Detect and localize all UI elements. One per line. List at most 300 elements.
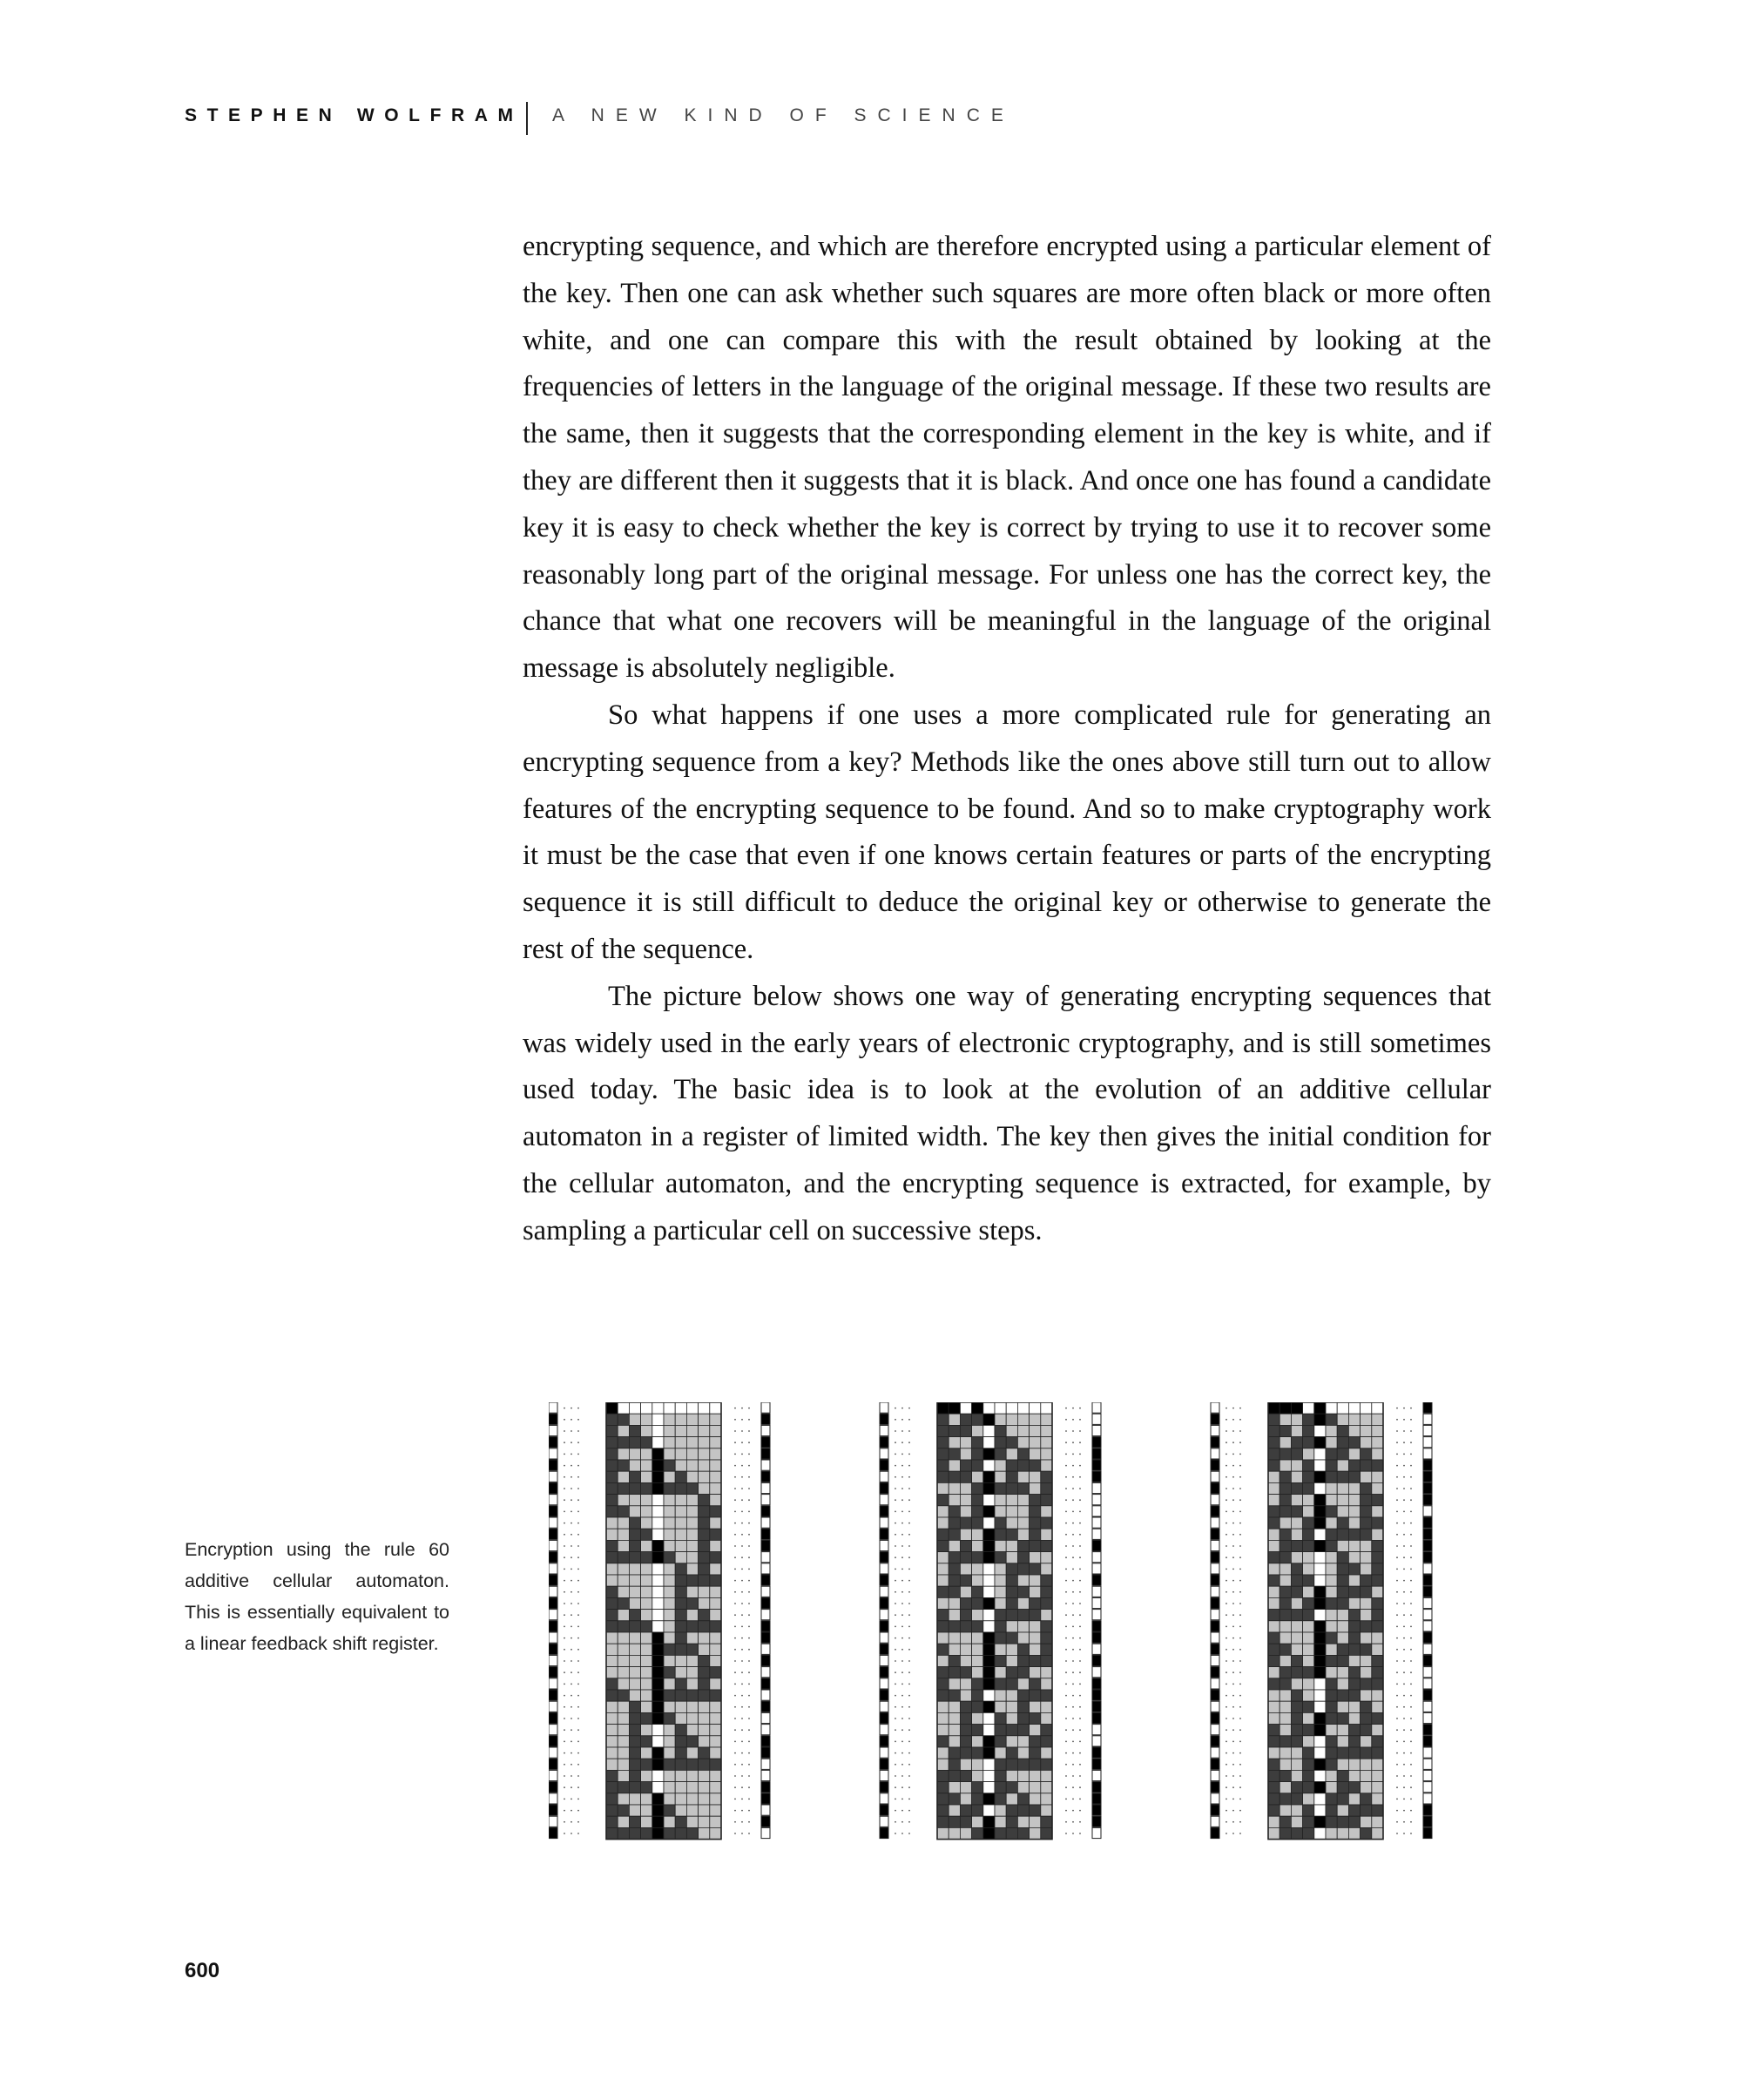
message-bit — [1211, 1690, 1219, 1700]
separator-dot — [1239, 1499, 1241, 1501]
separator-dot — [908, 1684, 910, 1685]
message-bit — [880, 1517, 888, 1528]
separator-dot — [1396, 1556, 1398, 1558]
separator-dot — [571, 1523, 572, 1524]
message-bit — [549, 1655, 557, 1665]
ca-cell — [972, 1725, 983, 1736]
encrypted-bit — [1423, 1690, 1432, 1700]
ca-cell — [983, 1701, 995, 1712]
encrypted-bit — [1423, 1460, 1432, 1470]
separator-dot — [577, 1764, 579, 1766]
ca-cell — [1006, 1770, 1017, 1781]
ca-cell — [1279, 1482, 1291, 1494]
separator-dot — [1403, 1764, 1405, 1766]
ca-cell — [1268, 1563, 1279, 1575]
ca-cell — [1030, 1759, 1041, 1770]
ca-cell — [664, 1736, 675, 1747]
separator-dot — [571, 1569, 572, 1570]
separator-dot — [1403, 1454, 1405, 1455]
separator-dot — [908, 1671, 910, 1673]
ca-cell — [606, 1827, 618, 1839]
ca-cell — [1314, 1402, 1326, 1414]
separator-dot — [901, 1465, 903, 1467]
separator-dot — [1403, 1511, 1405, 1513]
ca-cell — [1314, 1644, 1326, 1655]
ca-cell — [686, 1552, 698, 1563]
ca-cell — [710, 1495, 721, 1506]
separator-dot — [577, 1569, 579, 1570]
ca-cell — [641, 1495, 652, 1506]
message-bit — [549, 1414, 557, 1424]
ca-cell — [664, 1632, 675, 1644]
separator-dot — [564, 1556, 565, 1558]
separator-dot — [1410, 1430, 1412, 1432]
ca-cell — [629, 1495, 640, 1506]
ca-cell — [1326, 1448, 1337, 1460]
ca-cell — [995, 1667, 1006, 1678]
ca-cell — [1361, 1586, 1372, 1597]
encrypted-bit — [1423, 1495, 1432, 1505]
separator-dot — [748, 1649, 750, 1651]
ca-cell — [629, 1725, 640, 1736]
ca-cell — [983, 1816, 995, 1827]
ca-cell — [1326, 1540, 1337, 1551]
ca-cell — [972, 1644, 983, 1655]
ca-cell — [949, 1667, 960, 1678]
message-bit — [880, 1448, 888, 1459]
ca-cell — [629, 1678, 640, 1690]
separator-dot — [1239, 1764, 1241, 1766]
ca-cell — [1337, 1725, 1348, 1736]
ca-cell — [1337, 1816, 1348, 1827]
ca-cell — [1291, 1460, 1302, 1471]
separator-dot — [1396, 1511, 1398, 1513]
ca-cell — [1314, 1506, 1326, 1517]
separator-dot — [901, 1810, 903, 1812]
separator-dot — [741, 1419, 743, 1421]
separator-dot — [1410, 1752, 1412, 1754]
ca-cell — [1041, 1747, 1052, 1759]
separator-dot — [895, 1671, 896, 1673]
ca-cell — [618, 1736, 629, 1747]
ca-cell — [1291, 1770, 1302, 1781]
ca-cell — [1291, 1448, 1302, 1460]
ca-cell — [1041, 1529, 1052, 1540]
separator-dot — [1079, 1556, 1081, 1558]
separator-dot — [1079, 1637, 1081, 1639]
ca-cell — [686, 1747, 698, 1759]
separator-dot — [1239, 1545, 1241, 1547]
ca-cell — [1017, 1575, 1029, 1586]
separator-dot — [1072, 1419, 1074, 1421]
ca-cell — [1041, 1425, 1052, 1436]
ca-cell — [995, 1655, 1006, 1666]
separator-dot — [577, 1580, 579, 1582]
separator-dot — [1410, 1523, 1412, 1524]
ca-cell — [937, 1701, 949, 1712]
separator-dot — [1403, 1488, 1405, 1489]
ca-cell — [1348, 1414, 1360, 1425]
ca-cell — [629, 1448, 640, 1460]
encrypted-bit — [761, 1678, 770, 1689]
ca-cell — [652, 1747, 664, 1759]
separator-dot — [564, 1545, 565, 1547]
separator-dot — [901, 1752, 903, 1754]
separator-dot — [1065, 1729, 1067, 1731]
ca-cell — [937, 1827, 949, 1839]
message-bit — [880, 1414, 888, 1424]
ca-cell — [1361, 1701, 1372, 1712]
separator-dot — [895, 1488, 896, 1489]
message-bit — [880, 1736, 888, 1746]
separator-dot — [564, 1476, 565, 1478]
separator-dot — [571, 1603, 572, 1604]
separator-dot — [908, 1442, 910, 1443]
encrypted-bit — [1092, 1586, 1101, 1597]
ca-cell — [1361, 1610, 1372, 1621]
ca-cell — [1279, 1448, 1291, 1460]
ca-cell — [641, 1529, 652, 1540]
separator-dot — [895, 1476, 896, 1478]
separator-dot — [895, 1569, 896, 1570]
ca-cell — [606, 1506, 618, 1517]
ca-cell — [1030, 1482, 1041, 1494]
separator-dot — [901, 1649, 903, 1651]
message-bit — [1211, 1759, 1219, 1769]
ca-cell — [995, 1747, 1006, 1759]
ca-cell — [641, 1552, 652, 1563]
message-bit — [1211, 1782, 1219, 1793]
ca-cell — [937, 1529, 949, 1540]
separator-dot — [1239, 1695, 1241, 1697]
ca-cell — [1303, 1759, 1314, 1770]
message-bit — [1211, 1725, 1219, 1735]
separator-dot — [1225, 1821, 1227, 1823]
ca-cell — [641, 1437, 652, 1448]
separator-dot — [908, 1556, 910, 1558]
separator-dot — [1072, 1637, 1074, 1639]
separator-dot — [1065, 1545, 1067, 1547]
ca-cell — [652, 1540, 664, 1551]
ca-cell — [995, 1793, 1006, 1805]
separator-dot — [1225, 1752, 1227, 1754]
ca-cell — [618, 1610, 629, 1621]
separator-dot — [748, 1821, 750, 1823]
ca-cell — [686, 1506, 698, 1517]
separator-dot — [1079, 1614, 1081, 1616]
ca-cell — [710, 1736, 721, 1747]
ca-cell — [699, 1690, 710, 1701]
separator-dot — [577, 1614, 579, 1616]
separator-dot — [1239, 1408, 1241, 1409]
separator-dot — [734, 1649, 736, 1651]
ca-cell — [1361, 1816, 1372, 1827]
separator-dot — [1396, 1684, 1398, 1685]
separator-dot — [1232, 1454, 1234, 1455]
ca-cell — [1268, 1552, 1279, 1563]
ca-cell — [995, 1529, 1006, 1540]
ca-cell — [972, 1690, 983, 1701]
separator-dot — [741, 1591, 743, 1593]
separator-dot — [895, 1695, 896, 1697]
ca-cell — [960, 1402, 971, 1414]
ca-cell — [949, 1770, 960, 1781]
ca-cell — [972, 1621, 983, 1632]
ca-cell — [1279, 1805, 1291, 1816]
separator-dot — [577, 1603, 579, 1604]
separator-dot — [1232, 1614, 1234, 1616]
separator-dot — [571, 1534, 572, 1536]
separator-dot — [1065, 1534, 1067, 1536]
ca-cell — [699, 1725, 710, 1736]
ca-cell — [1006, 1552, 1017, 1563]
ca-cell — [972, 1437, 983, 1448]
ca-cell — [606, 1805, 618, 1816]
ca-cell — [652, 1563, 664, 1575]
separator-dot — [734, 1499, 736, 1501]
ca-cell — [1006, 1506, 1017, 1517]
ca-cell — [629, 1540, 640, 1551]
separator-dot — [1072, 1580, 1074, 1582]
ca-cell — [675, 1437, 686, 1448]
separator-dot — [1072, 1454, 1074, 1455]
separator-dot — [1403, 1810, 1405, 1812]
ca-cell — [1361, 1506, 1372, 1517]
ca-cell — [1372, 1701, 1383, 1712]
ca-cell — [983, 1805, 995, 1816]
separator-dot — [1403, 1476, 1405, 1478]
message-bit — [549, 1621, 557, 1631]
ca-cell — [652, 1414, 664, 1425]
ca-cell — [710, 1621, 721, 1632]
ca-cell — [1041, 1517, 1052, 1529]
separator-dot — [901, 1580, 903, 1582]
separator-dot — [908, 1775, 910, 1777]
ca-panel-1 — [549, 1402, 770, 1840]
separator-dot — [1410, 1799, 1412, 1800]
ca-cell — [1268, 1597, 1279, 1609]
ca-cell — [710, 1402, 721, 1414]
ca-cell — [664, 1690, 675, 1701]
ca-cell — [1291, 1563, 1302, 1575]
ca-cell — [1279, 1793, 1291, 1805]
separator-dot — [564, 1660, 565, 1662]
ca-cell — [960, 1597, 971, 1609]
separator-dot — [1239, 1706, 1241, 1708]
separator-dot — [734, 1488, 736, 1489]
ca-cell — [1326, 1736, 1337, 1747]
ca-cell — [1337, 1632, 1348, 1644]
ca-cell — [618, 1690, 629, 1701]
ca-cell — [983, 1495, 995, 1506]
ca-cell — [641, 1506, 652, 1517]
separator-dot — [908, 1476, 910, 1478]
message-bit — [549, 1529, 557, 1539]
ca-cell — [641, 1759, 652, 1770]
separator-dot — [571, 1580, 572, 1582]
separator-dot — [1232, 1684, 1234, 1685]
ca-cell — [664, 1667, 675, 1678]
ca-cell — [675, 1540, 686, 1551]
ca-cell — [675, 1610, 686, 1621]
ca-cell — [1337, 1678, 1348, 1690]
ca-cell — [1372, 1471, 1383, 1482]
encrypted-bit — [1092, 1460, 1101, 1470]
ca-cell — [1348, 1437, 1360, 1448]
encrypted-bit — [1092, 1678, 1101, 1689]
separator-dot — [577, 1626, 579, 1628]
ca-cell — [1303, 1610, 1314, 1621]
separator-dot — [748, 1511, 750, 1513]
ca-cell — [664, 1805, 675, 1816]
ca-cell — [629, 1471, 640, 1482]
ca-cell — [1041, 1655, 1052, 1666]
ca-cell — [1361, 1782, 1372, 1793]
separator-dot — [1079, 1718, 1081, 1719]
ca-cell — [1017, 1471, 1029, 1482]
message-bit — [1211, 1621, 1219, 1631]
ca-cell — [1268, 1736, 1279, 1747]
ca-cell — [629, 1655, 640, 1666]
ca-cell — [1017, 1425, 1029, 1436]
ca-cell — [937, 1414, 949, 1425]
ca-cell — [1041, 1597, 1052, 1609]
ca-cell — [995, 1701, 1006, 1712]
separator-dot — [577, 1556, 579, 1558]
separator-dot — [1232, 1488, 1234, 1489]
separator-dot — [577, 1799, 579, 1800]
separator-dot — [734, 1786, 736, 1788]
ca-cell — [618, 1725, 629, 1736]
ca-cell — [686, 1770, 698, 1781]
separator-dot — [1072, 1729, 1074, 1731]
separator-dot — [901, 1764, 903, 1766]
separator-dot — [895, 1775, 896, 1777]
ca-cell — [937, 1725, 949, 1736]
separator-dot — [571, 1626, 572, 1628]
ca-cell — [606, 1586, 618, 1597]
ca-cell — [1372, 1793, 1383, 1805]
ca-cell — [1361, 1770, 1372, 1781]
separator-dot — [901, 1684, 903, 1685]
separator-dot — [571, 1671, 572, 1673]
separator-dot — [571, 1476, 572, 1478]
separator-dot — [1072, 1810, 1074, 1812]
ca-cell — [675, 1586, 686, 1597]
encrypted-bit — [761, 1506, 770, 1516]
ca-cell — [664, 1586, 675, 1597]
ca-cell — [686, 1805, 698, 1816]
ca-cell — [1372, 1425, 1383, 1436]
ca-cell — [1017, 1414, 1029, 1425]
separator-dot — [895, 1799, 896, 1800]
ca-cell — [1279, 1506, 1291, 1517]
ca-cell — [710, 1690, 721, 1701]
ca-cell — [995, 1816, 1006, 1827]
separator-dot — [741, 1556, 743, 1558]
ca-cell — [972, 1506, 983, 1517]
separator-dot — [1403, 1833, 1405, 1834]
ca-cell — [652, 1690, 664, 1701]
ca-cell — [664, 1414, 675, 1425]
ca-cell — [1291, 1495, 1302, 1506]
ca-cell — [1314, 1540, 1326, 1551]
ca-cell — [641, 1805, 652, 1816]
separator-dot — [577, 1671, 579, 1673]
ca-cell — [983, 1425, 995, 1436]
ca-cell — [686, 1471, 698, 1482]
ca-cell — [618, 1747, 629, 1759]
separator-dot — [1396, 1430, 1398, 1432]
separator-dot — [748, 1408, 750, 1409]
ca-cell — [1372, 1495, 1383, 1506]
ca-cell — [1303, 1725, 1314, 1736]
separator-dot — [577, 1786, 579, 1788]
ca-cell — [606, 1747, 618, 1759]
ca-cell — [1279, 1827, 1291, 1839]
separator-dot — [577, 1729, 579, 1731]
ca-cell — [937, 1482, 949, 1494]
ca-cell — [1303, 1552, 1314, 1563]
ca-cell — [699, 1827, 710, 1839]
ca-cell — [949, 1563, 960, 1575]
ca-cell — [606, 1725, 618, 1736]
ca-cell — [686, 1563, 698, 1575]
ca-cell — [1041, 1701, 1052, 1712]
separator-dot — [1065, 1476, 1067, 1478]
message-bit — [549, 1402, 557, 1413]
ca-cell — [629, 1690, 640, 1701]
ca-cell — [1041, 1586, 1052, 1597]
separator-dot — [748, 1430, 750, 1432]
ca-cell — [710, 1575, 721, 1586]
ca-cell — [1041, 1690, 1052, 1701]
encrypted-bit — [761, 1816, 770, 1827]
separator-dot — [1410, 1671, 1412, 1673]
running-head-book-title: A NEW KIND OF SCIENCE — [552, 105, 1015, 125]
separator-dot — [734, 1556, 736, 1558]
ca-cell — [606, 1770, 618, 1781]
separator-dot — [1079, 1419, 1081, 1421]
ca-cell — [675, 1644, 686, 1655]
separator-dot — [1065, 1603, 1067, 1604]
ca-cell — [675, 1552, 686, 1563]
encrypted-bit — [1092, 1690, 1101, 1700]
ca-cell — [1279, 1529, 1291, 1540]
ca-cell — [652, 1667, 664, 1678]
ca-cell — [983, 1460, 995, 1471]
ca-cell — [937, 1517, 949, 1529]
separator-dot — [1396, 1408, 1398, 1409]
ca-cell — [1337, 1759, 1348, 1770]
message-bit — [549, 1725, 557, 1735]
ca-cell — [1326, 1725, 1337, 1736]
ca-cell — [1348, 1495, 1360, 1506]
separator-dot — [564, 1442, 565, 1443]
ca-cell — [1326, 1552, 1337, 1563]
separator-dot — [734, 1821, 736, 1823]
ca-cell — [1006, 1597, 1017, 1609]
ca-cell — [699, 1644, 710, 1655]
separator-dot — [734, 1603, 736, 1604]
ca-cell — [960, 1827, 971, 1839]
separator-dot — [1072, 1671, 1074, 1673]
separator-dot — [1065, 1684, 1067, 1685]
ca-cell — [937, 1667, 949, 1678]
separator-dot — [1239, 1729, 1241, 1731]
message-bit — [549, 1678, 557, 1689]
ca-cell — [1361, 1667, 1372, 1678]
